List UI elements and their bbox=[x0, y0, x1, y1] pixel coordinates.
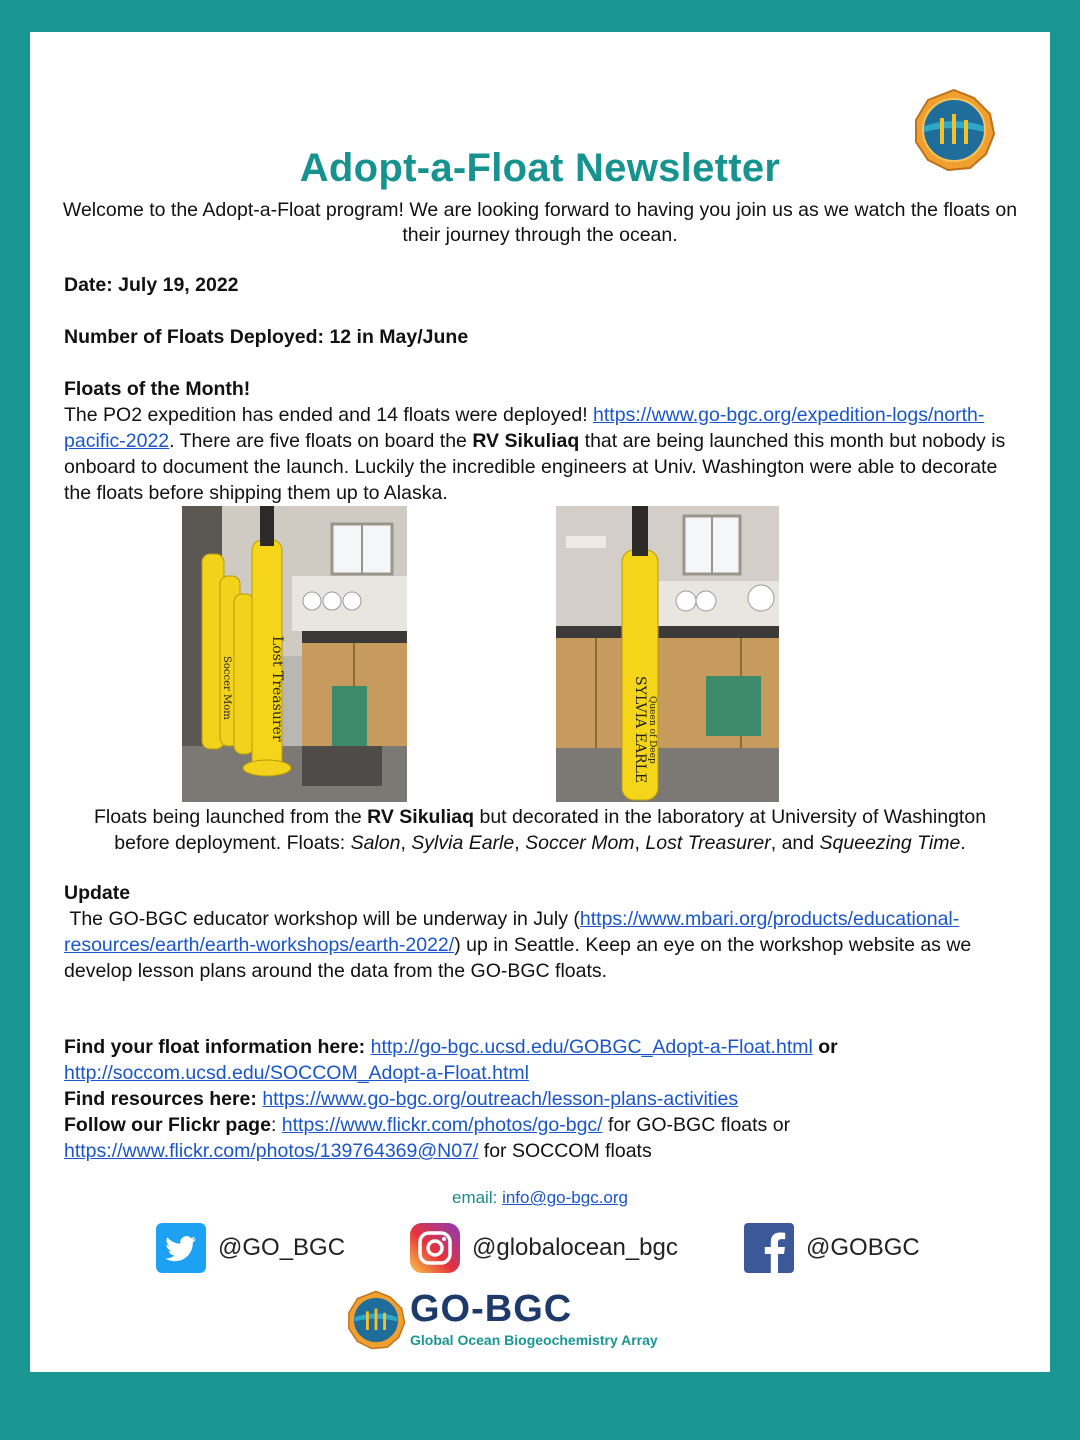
newsletter-page bbox=[30, 32, 1050, 1372]
photo-caption: Floats being launched from the RV Sikuliaq but decorated in the laboratory at University of Washington before deployment. Floats: Salon, Sylvia Earle, Soccer Mom, Lost Treasurer, and Squeezing Time. bbox=[93, 806, 987, 854]
brand-name: GO-BGC bbox=[410, 1288, 573, 1330]
float-photo-lab-1 bbox=[182, 506, 407, 802]
instagram-handle[interactable] bbox=[410, 1222, 678, 1274]
instagram-icon bbox=[410, 1223, 460, 1273]
floats-of-month-heading: Floats of the Month! bbox=[64, 378, 251, 400]
float-info-label: Find your float information here: bbox=[64, 1036, 371, 1058]
go-bgc-adopt-link[interactable]: http://go-bgc.ucsd.edu/GOBGC_Adopt-a-Float.html bbox=[370, 1036, 813, 1058]
go-bgc-emblem-icon bbox=[346, 1290, 406, 1350]
floats-deployed-line: Number of Floats Deployed: 12 in May/June bbox=[64, 326, 469, 348]
float-info-section: Find your float information here: http://go-bgc.ucsd.edu/GOBGC_Adopt-a-Float.html or http://soccom.ucsd.edu/SOCCOM_Adopt-a-Float.html bbox=[64, 1036, 838, 1084]
twitter-handle[interactable] bbox=[156, 1222, 345, 1274]
update-text: The GO-BGC educator workshop will be underway in July (https://www.mbari.org/products/educational-resources/earth/earth-workshops/earth-2022/) up in Seattle. Keep an eye on the workshop website as we develop lesson plans around the data from the GO-BGC floats. bbox=[64, 908, 977, 982]
queen-of-deep-float-label: Queen of Deep bbox=[647, 696, 657, 764]
sylvia-earle-float-label: SYLVIA EARLE bbox=[632, 676, 648, 784]
expedition-log-link[interactable]: https://www.go-bgc.org/expedition-logs/north-pacific-2022 bbox=[64, 404, 985, 452]
facebook-handle-text: @GOBGC bbox=[806, 1234, 920, 1261]
soccer-mom-float-label: Soccer Mom bbox=[221, 656, 232, 720]
date-line: Date: July 19, 2022 bbox=[64, 274, 239, 296]
workshop-link[interactable]: https://www.mbari.org/products/educational-resources/earth/earth-workshops/earth-2022/ bbox=[64, 908, 960, 956]
month-text-1: The PO2 expedition has ended and 14 floats were deployed! bbox=[64, 404, 594, 426]
instagram-handle-text: @globalocean_bgc bbox=[472, 1234, 678, 1261]
email-line: email: info@go-bgc.org bbox=[451, 1188, 629, 1207]
lesson-plans-link[interactable]: https://www.go-bgc.org/outreach/lesson-plans-activities bbox=[262, 1088, 739, 1110]
floats-of-month-text bbox=[64, 402, 1024, 506]
lost-treasurer-float-label: Lost Treasurer bbox=[269, 636, 285, 742]
intro-text: Welcome to the Adopt-a-Float program! We are looking forward to having you join us as we watch the floats on their journey through the ocean. bbox=[62, 199, 1018, 246]
flickr-soccom-link[interactable]: https://www.flickr.com/photos/139764369@N07/ bbox=[64, 1140, 479, 1162]
twitter-handle-text: @GO_BGC bbox=[218, 1234, 346, 1261]
twitter-icon bbox=[156, 1223, 206, 1273]
ship-name: RV Sikuliaq bbox=[472, 430, 580, 452]
brand-subtitle: Global Ocean Biogeochemistry Array bbox=[410, 1332, 658, 1348]
float-photo-lab-2 bbox=[556, 506, 779, 802]
resources-line: Find resources here: https://www.go-bgc.org/outreach/lesson-plans-activities bbox=[64, 1088, 739, 1110]
flickr-section: Follow our Flickr page: https://www.flickr.com/photos/go-bgc/ for GO-BGC floats or https://www.flickr.com/photos/139764369@N07/ for SOCCOM floats bbox=[64, 1114, 791, 1162]
month-text-2: . There are five floats on board the bbox=[169, 430, 473, 452]
flickr-go-bgc-link[interactable]: https://www.flickr.com/photos/go-bgc/ bbox=[281, 1114, 603, 1136]
go-bgc-brand-logo bbox=[346, 1288, 766, 1352]
facebook-handle[interactable] bbox=[744, 1222, 920, 1274]
email-link[interactable]: info@go-bgc.org bbox=[502, 1188, 629, 1207]
update-heading: Update bbox=[64, 882, 131, 904]
soccom-adopt-link[interactable]: http://soccom.ucsd.edu/SOCCOM_Adopt-a-Float.html bbox=[64, 1062, 529, 1084]
month-text-3: that are being launched this month but nobody is onboard to document the launch. Luckily the incredible engineers at Univ. Washington were able to decorate the floats before shipping them up to Alaska. bbox=[64, 430, 1006, 504]
facebook-icon bbox=[744, 1223, 794, 1273]
page-title: Adopt-a-Float Newsletter bbox=[299, 146, 781, 190]
